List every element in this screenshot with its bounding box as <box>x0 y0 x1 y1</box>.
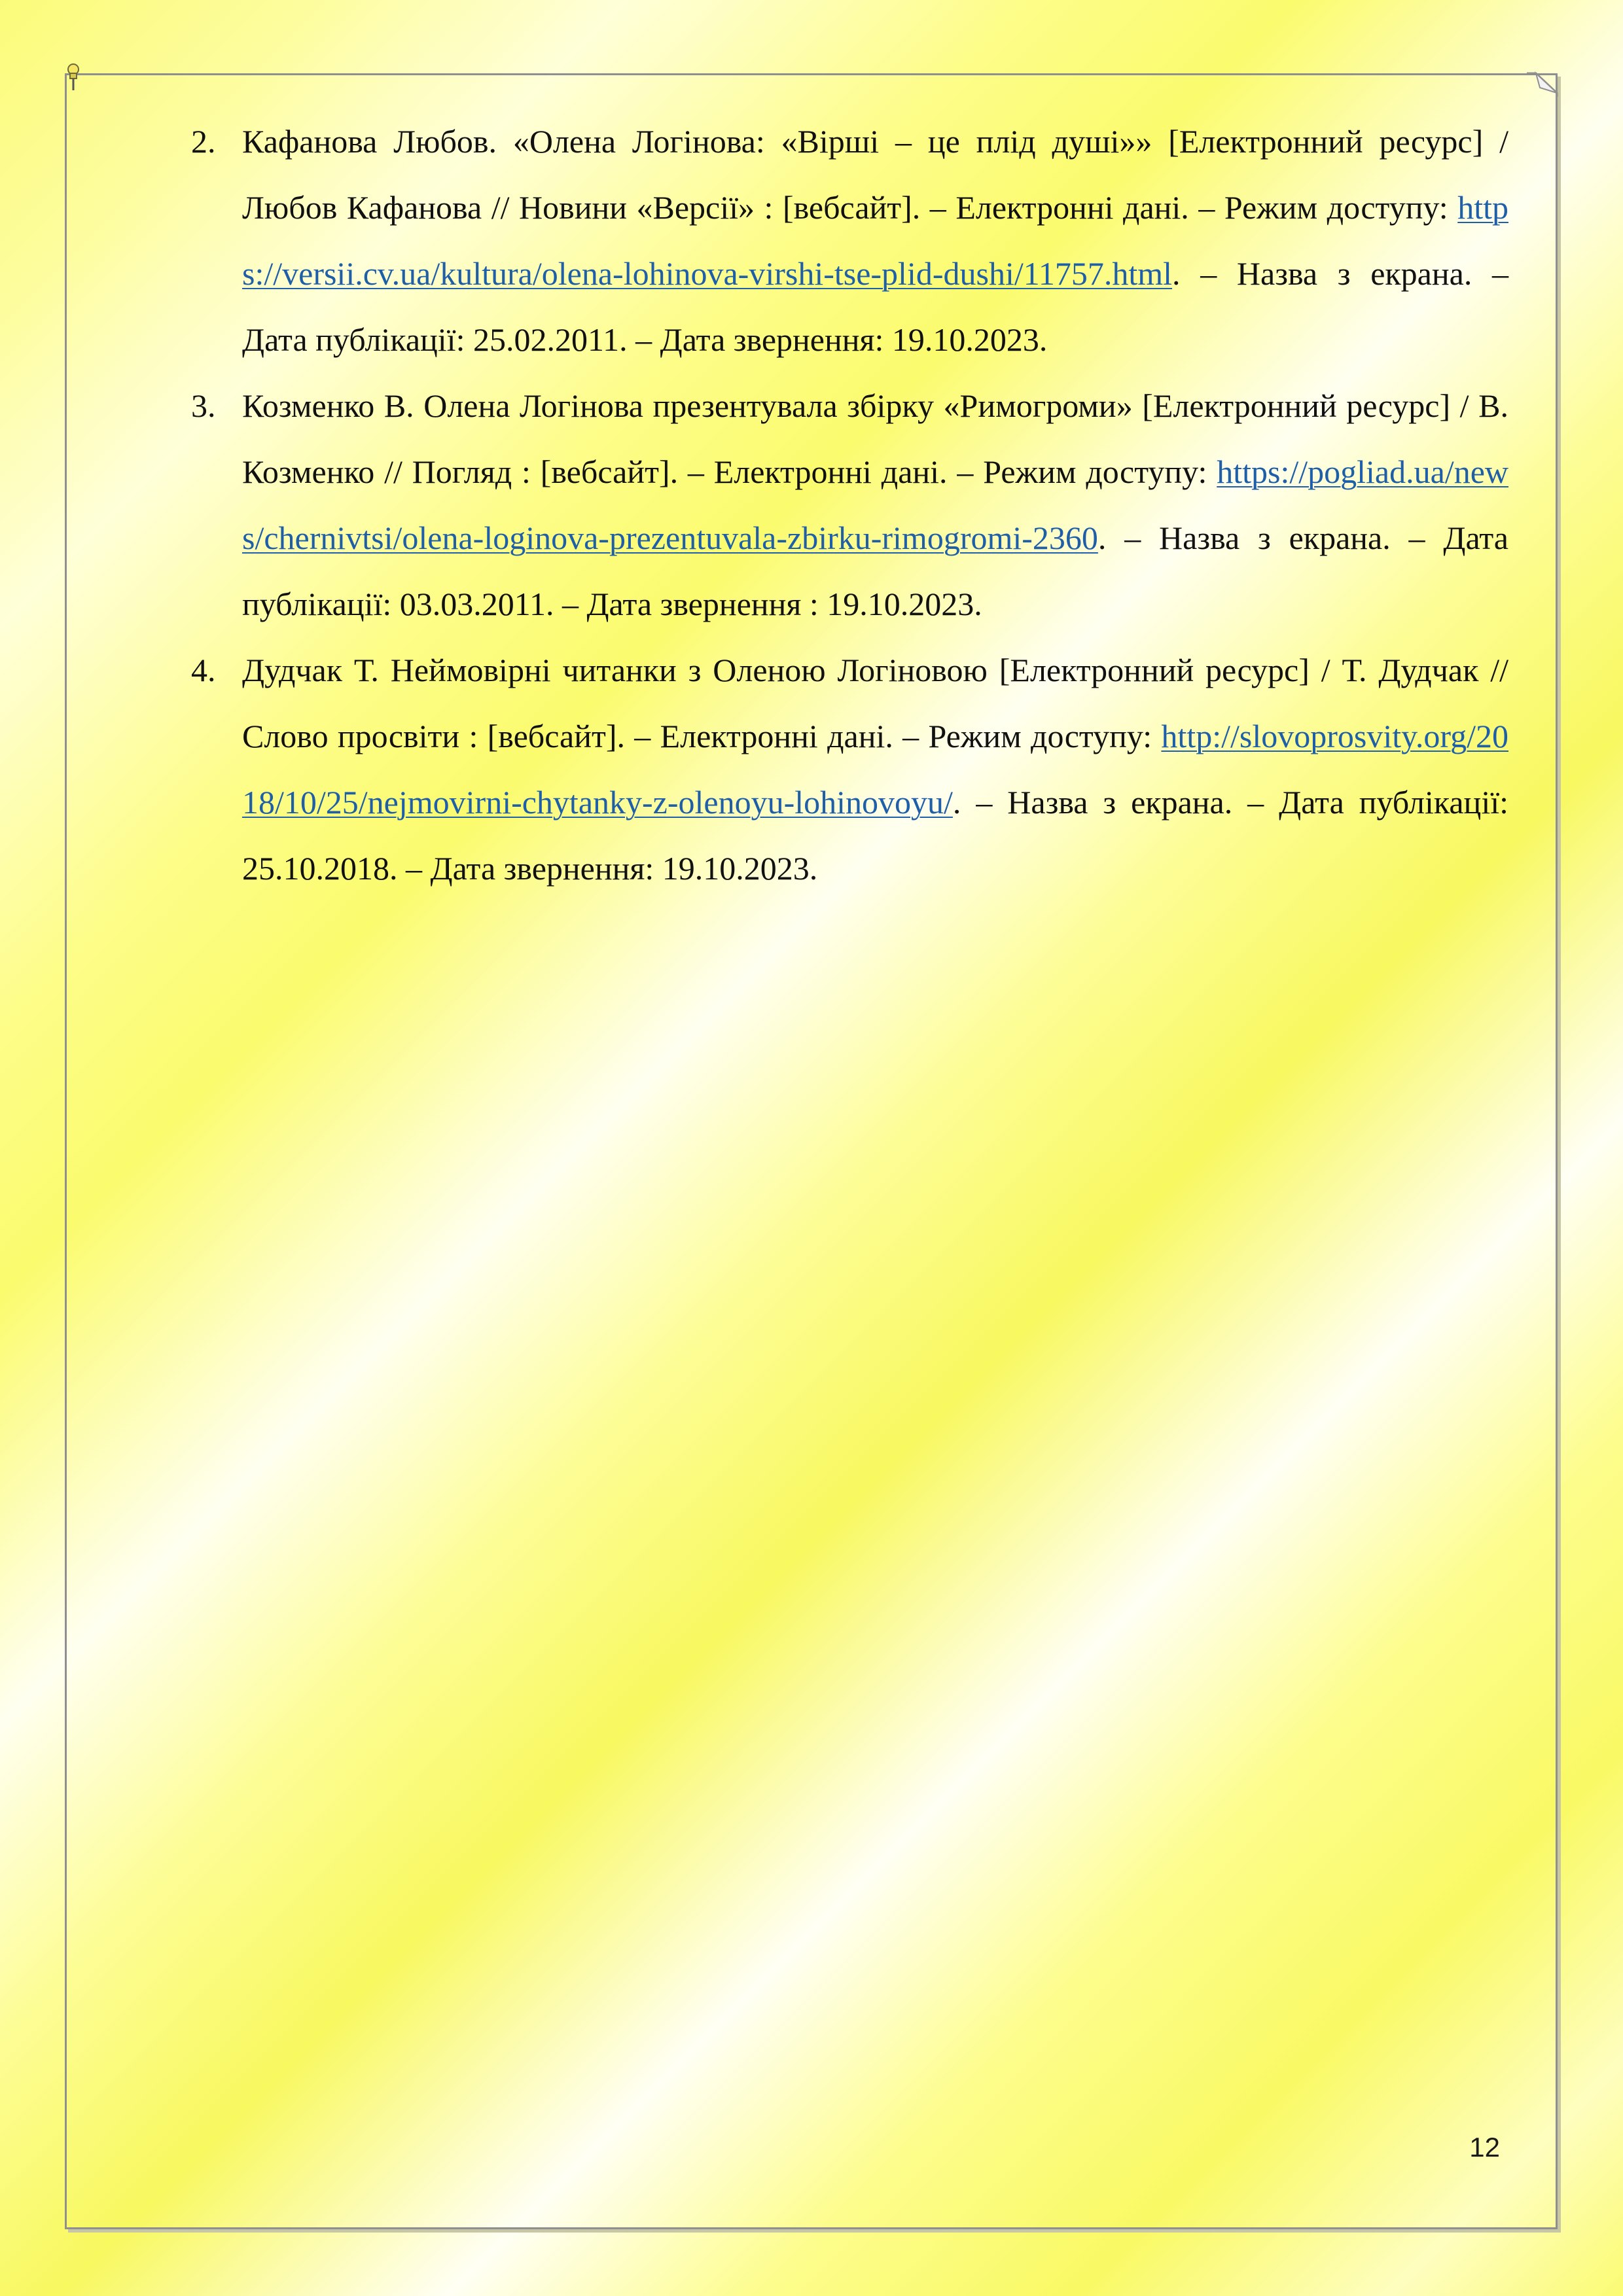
reference-number: 4. <box>191 652 216 688</box>
reference-text: Дудчак Т. Неймовірні читанки з Оленою Логіновою [Електронний ресурс] / Т. Дудчак // Слово просвіти : [вебсайт]. – Електронні дані. – Режим доступу: <box>242 652 1508 754</box>
page-corner-fold-icon <box>1527 71 1558 97</box>
reference-item <box>188 637 1508 902</box>
reference-text: Козменко В. Олена Логінова презентувала збірку «Римогроми» [Електронний ресурс] / В. Козменко // Погляд : [вебсайт]. – Електронні дані. – Режим доступу: <box>242 387 1508 490</box>
reference-number: 2. <box>191 123 216 160</box>
reference-link[interactable]: https://versii.cv.ua/kultura/olena-lohinova-virshi-tse-plid-dushi/11757.html <box>242 189 1508 292</box>
reference-list <box>188 109 1508 902</box>
reference-number: 3. <box>191 387 216 424</box>
reference-item <box>188 373 1508 637</box>
reference-link[interactable]: https://pogliad.ua/news/chernivtsi/olena-loginova-prezentuvala-zbirku-rimogromi-2360 <box>242 453 1508 556</box>
pushpin-icon <box>63 63 83 92</box>
reference-text-tail: . – Назва з екрана. – Дата публікації: 25.10.2018. – Дата звернення: 19.10.2023. <box>242 784 1508 887</box>
reference-item <box>188 109 1508 373</box>
reference-text-tail: . – Назва з екрана. – Дата публікації: 03.03.2011. – Дата звернення : 19.10.2023. <box>242 520 1508 622</box>
reference-text-tail: . – Назва з екрана. – Дата публікації: 25.02.2011. – Дата звернення: 19.10.2023. <box>242 255 1508 358</box>
reference-link[interactable]: http://slovoprosvity.org/2018/10/25/nejmovirni-chytanky-z-olenoyu-lohinovoyu/ <box>242 718 1508 821</box>
page-number: 12 <box>1469 2132 1500 2163</box>
reference-text: Кафанова Любов. «Олена Логінова: «Вірші – це плід душі»» [Електронний ресурс] / Любов Кафанова // Новини «Версії» : [вебсайт]. – Електронні дані. – Режим доступу: <box>242 123 1508 226</box>
